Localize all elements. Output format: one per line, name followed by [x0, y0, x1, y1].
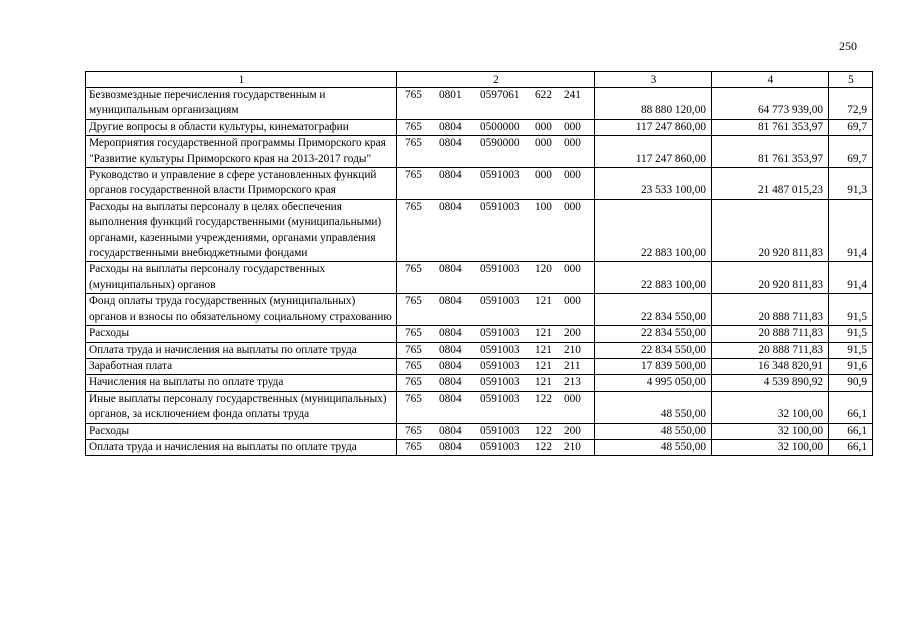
budget-code: 0804	[439, 295, 462, 308]
budget-code: 000	[564, 295, 581, 308]
plan-amount: 23 533 100,00	[595, 168, 712, 200]
budget-codes	[397, 294, 595, 326]
budget-codes	[397, 119, 595, 135]
budget-code: 000	[564, 137, 581, 150]
table-row	[86, 88, 873, 120]
table-row	[86, 358, 873, 374]
budget-code: 000	[564, 169, 581, 182]
budget-code: 765	[405, 359, 422, 372]
budget-code: 0804	[439, 359, 462, 372]
actual-amount: 21 487 015,23	[712, 168, 829, 200]
budget-code: 000	[564, 200, 581, 213]
plan-amount: 22 883 100,00	[595, 262, 712, 294]
budget-code: 0591003	[480, 263, 520, 276]
table-row	[86, 262, 873, 294]
budget-code: 121	[535, 343, 552, 356]
budget-codes	[397, 262, 595, 294]
actual-amount: 20 920 811,83	[712, 199, 829, 262]
budget-code: 0590000	[480, 137, 520, 150]
budget-code: 765	[405, 295, 422, 308]
table-row	[86, 294, 873, 326]
budget-code: 121	[535, 327, 552, 340]
table-row	[86, 119, 873, 135]
budget-code: 200	[564, 327, 581, 340]
execution-percent: 91,3	[829, 168, 873, 200]
budget-codes	[397, 375, 595, 391]
header-col-5: 5	[829, 72, 873, 88]
budget-codes	[397, 168, 595, 200]
budget-code: 211	[564, 359, 581, 372]
budget-codes	[397, 136, 595, 168]
budget-code: 765	[405, 327, 422, 340]
budget-code: 765	[405, 120, 422, 133]
budget-codes	[397, 391, 595, 423]
actual-amount: 32 100,00	[712, 391, 829, 423]
budget-code: 765	[405, 137, 422, 150]
header-col-4: 4	[712, 72, 829, 88]
item-name: Безвозмездные перечисления государственным и муниципальным организациям	[86, 88, 397, 120]
budget-code: 0591003	[480, 392, 520, 405]
budget-code: 0804	[439, 120, 462, 133]
budget-code: 241	[564, 89, 581, 101]
item-name: Расходы	[86, 326, 397, 342]
budget-code: 765	[405, 89, 422, 101]
actual-amount: 20 888 711,83	[712, 342, 829, 358]
table-row	[86, 423, 873, 439]
budget-code: 0591003	[480, 359, 520, 372]
budget-code: 765	[405, 376, 422, 389]
budget-code: 765	[405, 263, 422, 276]
page-number: 250	[839, 39, 857, 53]
budget-codes	[397, 326, 595, 342]
plan-amount: 117 247 860,00	[595, 136, 712, 168]
budget-code: 0804	[439, 392, 462, 405]
budget-code: 765	[405, 169, 422, 182]
budget-code: 120	[535, 263, 552, 276]
budget-code: 213	[564, 376, 581, 389]
budget-code: 0804	[439, 424, 462, 437]
budget-code: 121	[535, 359, 552, 372]
item-name: Иные выплаты персоналу государственных (муниципальных) органов, за исключением фонда оплаты труда	[86, 391, 397, 423]
plan-amount: 117 247 860,00	[595, 119, 712, 135]
execution-percent: 91,5	[829, 294, 873, 326]
execution-percent: 91,4	[829, 199, 873, 262]
item-name: Расходы на выплаты персоналу в целях обеспечения выполнения функций государственными (муниципальными) органами, казенными учреждениями, органами управления государственными внебюджетными фондами	[86, 199, 397, 262]
budget-code: 0804	[439, 200, 462, 213]
execution-percent: 66,1	[829, 423, 873, 439]
budget-code: 122	[535, 424, 552, 437]
budget-code: 0804	[439, 343, 462, 356]
budget-code: 765	[405, 392, 422, 405]
execution-percent: 69,7	[829, 119, 873, 135]
budget-codes	[397, 342, 595, 358]
budget-code: 0591003	[480, 440, 520, 453]
item-name: Фонд оплаты труда государственных (муниципальных) органов и взносы по обязательному социальному страхованию	[86, 294, 397, 326]
table-row	[86, 342, 873, 358]
budget-code: 0804	[439, 376, 462, 389]
plan-amount: 48 550,00	[595, 391, 712, 423]
budget-codes	[397, 423, 595, 439]
table-row	[86, 375, 873, 391]
budget-code: 100	[535, 200, 552, 213]
budget-code: 622	[535, 89, 552, 101]
plan-amount: 22 834 550,00	[595, 294, 712, 326]
budget-code: 000	[564, 392, 581, 405]
execution-percent: 72,9	[829, 88, 873, 120]
plan-amount: 4 995 050,00	[595, 375, 712, 391]
item-name: Руководство и управление в сфере установленных функций органов государственной власти Приморского края	[86, 168, 397, 200]
budget-code: 0591003	[480, 424, 520, 437]
item-name: Расходы на выплаты персоналу государственных (муниципальных) органов	[86, 262, 397, 294]
item-name: Начисления на выплаты по оплате труда	[86, 375, 397, 391]
budget-codes	[397, 439, 595, 455]
budget-code: 0804	[439, 327, 462, 340]
execution-percent: 91,4	[829, 262, 873, 294]
budget-code: 122	[535, 392, 552, 405]
budget-code: 0591003	[480, 327, 520, 340]
budget-code: 0804	[439, 169, 462, 182]
plan-amount: 48 550,00	[595, 423, 712, 439]
budget-code: 0804	[439, 263, 462, 276]
table-row	[86, 326, 873, 342]
execution-percent: 91,5	[829, 342, 873, 358]
budget-code: 121	[535, 295, 552, 308]
budget-codes	[397, 199, 595, 262]
execution-percent: 66,1	[829, 439, 873, 455]
header-col-2: 2	[397, 72, 595, 88]
plan-amount: 88 880 120,00	[595, 88, 712, 120]
actual-amount: 64 773 939,00	[712, 88, 829, 120]
budget-code: 0801	[439, 89, 462, 101]
plan-amount: 48 550,00	[595, 439, 712, 455]
plan-amount: 22 834 550,00	[595, 326, 712, 342]
header-row	[86, 72, 873, 88]
plan-amount: 22 883 100,00	[595, 199, 712, 262]
budget-code: 0591003	[480, 200, 520, 213]
actual-amount: 16 348 820,91	[712, 358, 829, 374]
budget-code: 000	[535, 169, 552, 182]
table-row	[86, 439, 873, 455]
actual-amount: 32 100,00	[712, 423, 829, 439]
item-name: Мероприятия государственной программы Приморского края "Развитие культуры Приморского края на 2013-2017 годы"	[86, 136, 397, 168]
actual-amount: 81 761 353,97	[712, 136, 829, 168]
item-name: Заработная плата	[86, 358, 397, 374]
budget-code: 000	[564, 263, 581, 276]
budget-code: 0597061	[480, 89, 520, 101]
actual-amount: 20 888 711,83	[712, 294, 829, 326]
budget-codes	[397, 358, 595, 374]
header-col-1: 1	[86, 72, 397, 88]
budget-codes	[397, 88, 595, 120]
budget-code: 765	[405, 440, 422, 453]
plan-amount: 17 839 500,00	[595, 358, 712, 374]
table-row	[86, 136, 873, 168]
budget-table	[85, 71, 873, 456]
item-name: Оплата труда и начисления на выплаты по оплате труда	[86, 342, 397, 358]
execution-percent: 66,1	[829, 391, 873, 423]
table-row	[86, 168, 873, 200]
execution-percent: 91,6	[829, 358, 873, 374]
budget-code: 765	[405, 200, 422, 213]
budget-code: 210	[564, 343, 581, 356]
budget-code: 000	[535, 137, 552, 150]
budget-code: 765	[405, 343, 422, 356]
actual-amount: 4 539 890,92	[712, 375, 829, 391]
table-row	[86, 199, 873, 262]
budget-code: 0591003	[480, 343, 520, 356]
plan-amount: 22 834 550,00	[595, 342, 712, 358]
budget-code: 122	[535, 440, 552, 453]
budget-code: 0591003	[480, 295, 520, 308]
budget-code: 210	[564, 440, 581, 453]
budget-code: 765	[405, 424, 422, 437]
actual-amount: 81 761 353,97	[712, 119, 829, 135]
budget-code: 0591003	[480, 169, 520, 182]
actual-amount: 20 920 811,83	[712, 262, 829, 294]
budget-code: 000	[535, 120, 552, 133]
header-col-3: 3	[595, 72, 712, 88]
budget-code: 121	[535, 376, 552, 389]
budget-code: 0500000	[480, 120, 520, 133]
item-name: Расходы	[86, 423, 397, 439]
execution-percent: 69,7	[829, 136, 873, 168]
budget-code: 0804	[439, 440, 462, 453]
budget-code: 200	[564, 424, 581, 437]
budget-code: 0804	[439, 137, 462, 150]
actual-amount: 32 100,00	[712, 439, 829, 455]
budget-code: 0591003	[480, 376, 520, 389]
actual-amount: 20 888 711,83	[712, 326, 829, 342]
execution-percent: 91,5	[829, 326, 873, 342]
budget-code: 000	[564, 120, 581, 133]
execution-percent: 90,9	[829, 375, 873, 391]
item-name: Оплата труда и начисления на выплаты по оплате труда	[86, 439, 397, 455]
item-name: Другие вопросы в области культуры, кинематографии	[86, 119, 397, 135]
table-row	[86, 391, 873, 423]
